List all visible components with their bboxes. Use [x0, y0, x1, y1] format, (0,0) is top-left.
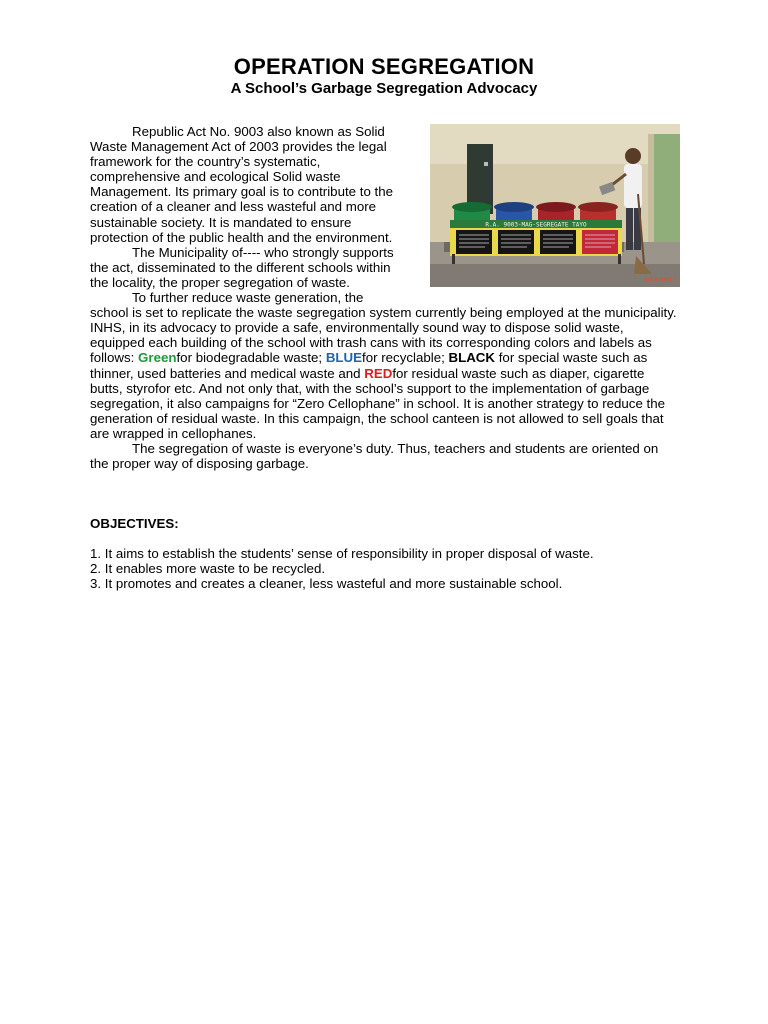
banner-text: R.A. 9003-MAG-SEGREGATE TAYO [485, 221, 587, 229]
objective-item: 1. It aims to establish the students’ sense of responsibility in proper disposal of waste. [90, 546, 594, 561]
segregation-bins-photo [430, 124, 680, 287]
objectives-list [90, 546, 690, 592]
paragraph-republic-act: Republic Act No. 9003 also known as Solid Waste Management Act of 2003 provides the legal framework for the country’s systematic, comprehensive and ecological Solid waste Management. Its primary goal is to contribute to the creation of a cleaner and less wasteful and more sustainable society. It is mandated to ensure protection of the public health and the environment. [90, 124, 394, 245]
blue-label: BLUE [325, 350, 363, 366]
black-description: for special waste such as thinner, used batteries and medical waste and [90, 350, 648, 381]
document-subtitle: A School’s Garbage Segregation Advocacy [230, 80, 538, 97]
green-label: Green [138, 350, 177, 366]
paragraph-color-coding [90, 290, 680, 441]
red-label: RED [364, 365, 393, 381]
blue-description: for recyclable; [362, 350, 449, 366]
objective-item: 3. It promotes and creates a cleaner, less wasteful and more sustainable school. [90, 576, 563, 592]
objectives-heading: OBJECTIVES: [90, 516, 179, 531]
paragraph-everyones-duty: The segregation of waste is everyone’s duty. Thus, teachers and students are oriented on the proper way of disposing garbage. [90, 440, 659, 472]
body-text [90, 124, 680, 471]
color-coding-intro: To further reduce waste generation, the school is set to replicate the waste segregation system currently being employed at the municipality. INHS, in its advocacy to provide a safe, environmentally sound way to dispose solid waste, equipped each building of the school with trash cans with its corresponding colors and labels as follows: [90, 290, 677, 366]
green-description: for biodegradable waste; [176, 350, 326, 366]
red-description: for residual waste such as diaper, cigarette butts, styrofor etc. And not only that, with the school’s support to the implementation of garbage segregation, it also campaigns for “Zero Cellophane” in school. It is another strategy to reduce the generation of residual waste. In this campaign, the school canteen is not allowed to sell goals that are wrapped in cellophanes. [90, 365, 666, 441]
photo-illustration [430, 124, 680, 287]
black-label: BLACK [448, 350, 496, 366]
objective-item: 2. It enables more waste to be recycled. [90, 561, 326, 577]
paragraph-municipality: The Municipality of---- who strongly supports the act, disseminated to the different schools within the locality, the proper segregation of waste. [90, 244, 394, 290]
date-stamp: 2016/06/17 [644, 277, 676, 283]
document-title: OPERATION SEGREGATION [233, 54, 535, 79]
